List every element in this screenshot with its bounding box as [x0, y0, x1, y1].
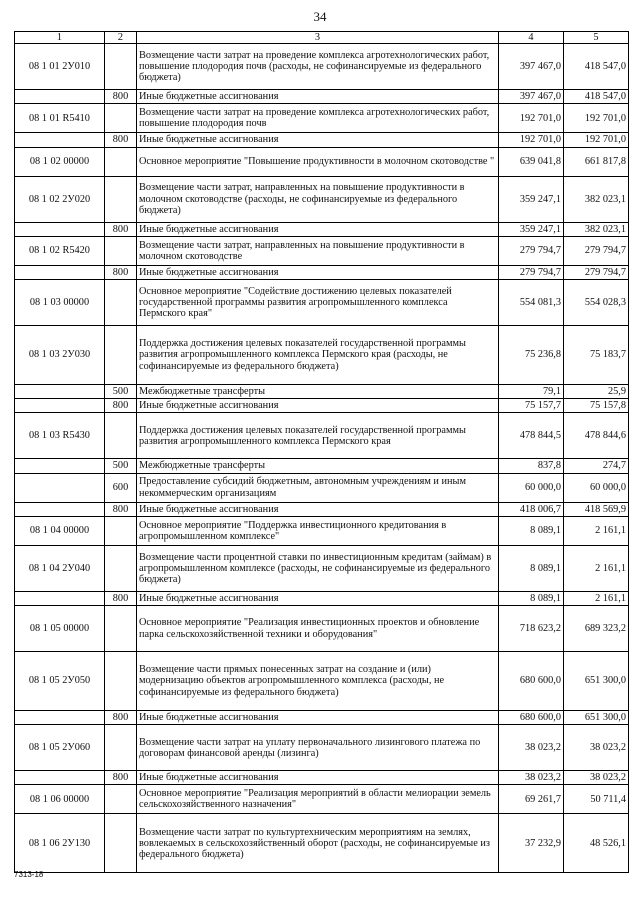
- row-value-col5: 48 526,1: [564, 814, 629, 873]
- row-expense-type: [105, 606, 137, 652]
- row-expense-type: 500: [105, 385, 137, 399]
- table-row: [15, 90, 629, 104]
- row-value-col5: 192 701,0: [564, 104, 629, 133]
- row-value-col5: 75 183,7: [564, 326, 629, 385]
- row-value-col4: 397 467,0: [499, 90, 564, 104]
- table-row: [15, 725, 629, 771]
- row-value-col5: 38 023,2: [564, 725, 629, 771]
- row-value-col5: 279 794,7: [564, 236, 629, 265]
- row-expense-type: [105, 785, 137, 814]
- table-row: [15, 502, 629, 516]
- row-description: Иные бюджетные ассигнования: [137, 399, 499, 413]
- column-header-2: 2: [105, 32, 137, 44]
- row-expense-type: 600: [105, 473, 137, 502]
- row-code: 08 1 04 00000: [15, 516, 105, 545]
- row-code: [15, 222, 105, 236]
- row-expense-type: [105, 236, 137, 265]
- row-value-col5: 50 711,4: [564, 785, 629, 814]
- row-description: Предоставление субсидий бюджетным, автономным учреждениям и иным некоммерческим организациям: [137, 473, 499, 502]
- row-code: 08 1 04 2У040: [15, 545, 105, 591]
- row-expense-type: 800: [105, 90, 137, 104]
- row-description: Иные бюджетные ассигнования: [137, 222, 499, 236]
- table-row: [15, 814, 629, 873]
- row-code: 08 1 03 2У030: [15, 326, 105, 385]
- row-code: 08 1 01 R5410: [15, 104, 105, 133]
- row-value-col4: 279 794,7: [499, 236, 564, 265]
- row-value-col4: 680 600,0: [499, 711, 564, 725]
- row-expense-type: 500: [105, 459, 137, 473]
- row-value-col4: 418 006,7: [499, 502, 564, 516]
- column-header-4: 4: [499, 32, 564, 44]
- row-code: [15, 771, 105, 785]
- row-description: Поддержка достижения целевых показателей государственной программы развития агропромышленного комплекса Пермского края: [137, 413, 499, 459]
- row-value-col4: 8 089,1: [499, 591, 564, 605]
- row-expense-type: 800: [105, 711, 137, 725]
- column-header-3: 3: [137, 32, 499, 44]
- table-row: [15, 104, 629, 133]
- row-description: Основное мероприятие "Повышение продуктивности в молочном скотоводстве ": [137, 147, 499, 176]
- row-description: Возмещение части затрат на проведение комплекса агротехнологических работ, повышение плодородия почв: [137, 104, 499, 133]
- row-value-col4: 279 794,7: [499, 265, 564, 279]
- row-expense-type: [105, 104, 137, 133]
- row-code: 08 1 05 00000: [15, 606, 105, 652]
- row-description: Иные бюджетные ассигнования: [137, 133, 499, 147]
- row-expense-type: [105, 545, 137, 591]
- budget-table: [14, 31, 629, 873]
- row-code: [15, 502, 105, 516]
- row-value-col5: 418 569,9: [564, 502, 629, 516]
- row-value-col4: 478 844,5: [499, 413, 564, 459]
- row-description: Возмещение части прямых понесенных затрат на создание и (или) модернизацию объектов агропромышленного комплекса (расходы, не софинансируемые из федерального бюджета): [137, 652, 499, 711]
- row-value-col4: 837,8: [499, 459, 564, 473]
- row-value-col5: 554 028,3: [564, 280, 629, 326]
- table-row: [15, 473, 629, 502]
- row-code: [15, 133, 105, 147]
- row-value-col5: 25,9: [564, 385, 629, 399]
- row-expense-type: [105, 280, 137, 326]
- row-value-col5: 279 794,7: [564, 265, 629, 279]
- table-row: [15, 326, 629, 385]
- row-value-col5: 382 023,1: [564, 222, 629, 236]
- row-description: Иные бюджетные ассигнования: [137, 502, 499, 516]
- row-expense-type: [105, 147, 137, 176]
- row-value-col4: 79,1: [499, 385, 564, 399]
- table-row: [15, 459, 629, 473]
- table-row: [15, 399, 629, 413]
- row-code: [15, 385, 105, 399]
- table-row: [15, 711, 629, 725]
- row-description: Возмещение части затрат, направленных на повышение продуктивности в молочном скотоводстве (расходы, не софинансируемые из федерального бюджета): [137, 176, 499, 222]
- row-value-col4: 639 041,8: [499, 147, 564, 176]
- table-row: [15, 652, 629, 711]
- table-row: [15, 236, 629, 265]
- row-value-col4: 718 623,2: [499, 606, 564, 652]
- column-header-5: 5: [564, 32, 629, 44]
- table-row: [15, 44, 629, 90]
- row-description: Основное мероприятие "Содействие достижению целевых показателей государственной программы развития агропромышленного комплекса Пермского края": [137, 280, 499, 326]
- row-expense-type: 800: [105, 502, 137, 516]
- row-description: Возмещение части затрат по культуртехническим мероприятиям на землях, вовлекаемых в сельскохозяйственный оборот (расходы, не софинансируемые из федерального бюджета): [137, 814, 499, 873]
- row-expense-type: [105, 326, 137, 385]
- row-expense-type: [105, 516, 137, 545]
- row-value-col4: 8 089,1: [499, 516, 564, 545]
- header-row: [15, 32, 629, 44]
- row-value-col5: 2 161,1: [564, 591, 629, 605]
- table-row: [15, 606, 629, 652]
- row-description: Межбюджетные трансферты: [137, 385, 499, 399]
- table-row: [15, 176, 629, 222]
- row-code: 08 1 01 2У010: [15, 44, 105, 90]
- row-description: Иные бюджетные ассигнования: [137, 265, 499, 279]
- row-description: Возмещение части затрат, направленных на повышение продуктивности в молочном скотоводстве: [137, 236, 499, 265]
- row-code: 08 1 02 R5420: [15, 236, 105, 265]
- row-code: [15, 459, 105, 473]
- row-code: 08 1 03 R5430: [15, 413, 105, 459]
- row-value-col4: 192 701,0: [499, 133, 564, 147]
- row-code: [15, 399, 105, 413]
- row-value-col4: 69 261,7: [499, 785, 564, 814]
- table-row: [15, 280, 629, 326]
- row-value-col5: 2 161,1: [564, 545, 629, 591]
- table-row: [15, 545, 629, 591]
- row-code: [15, 711, 105, 725]
- row-expense-type: 800: [105, 591, 137, 605]
- row-description: Основное мероприятие "Реализация мероприятий в области мелиорации земель сельскохозяйственного назначения": [137, 785, 499, 814]
- row-expense-type: [105, 413, 137, 459]
- row-value-col5: 38 023,2: [564, 771, 629, 785]
- page-number: 34: [313, 9, 327, 24]
- row-expense-type: 800: [105, 265, 137, 279]
- row-code: 08 1 02 2У020: [15, 176, 105, 222]
- table-row: [15, 265, 629, 279]
- row-description: Возмещение части процентной ставки по инвестиционным кредитам (займам) в агропромышленном комплексе (расходы, не софинансируемые из федерального бюджета): [137, 545, 499, 591]
- row-value-col5: 651 300,0: [564, 652, 629, 711]
- row-description: Межбюджетные трансферты: [137, 459, 499, 473]
- row-value-col4: 359 247,1: [499, 222, 564, 236]
- row-value-col4: 38 023,2: [499, 771, 564, 785]
- table-row: [15, 133, 629, 147]
- row-value-col5: 60 000,0: [564, 473, 629, 502]
- row-expense-type: 800: [105, 133, 137, 147]
- row-code: [15, 473, 105, 502]
- table-row: [15, 785, 629, 814]
- row-description: Основное мероприятие "Реализация инвестиционных проектов и обновление парка сельскохозяйственной техники и оборудования": [137, 606, 499, 652]
- row-value-col4: 75 236,8: [499, 326, 564, 385]
- row-expense-type: [105, 44, 137, 90]
- row-value-col4: 192 701,0: [499, 104, 564, 133]
- row-value-col5: 661 817,8: [564, 147, 629, 176]
- row-value-col4: 60 000,0: [499, 473, 564, 502]
- row-code: [15, 591, 105, 605]
- row-value-col5: 418 547,0: [564, 44, 629, 90]
- row-value-col5: 75 157,8: [564, 399, 629, 413]
- row-code: [15, 265, 105, 279]
- row-expense-type: [105, 725, 137, 771]
- row-expense-type: 800: [105, 399, 137, 413]
- row-value-col5: 418 547,0: [564, 90, 629, 104]
- row-value-col4: 75 157,7: [499, 399, 564, 413]
- row-value-col5: 382 023,1: [564, 176, 629, 222]
- row-value-col5: 192 701,0: [564, 133, 629, 147]
- row-expense-type: [105, 814, 137, 873]
- row-code: 08 1 02 00000: [15, 147, 105, 176]
- row-value-col4: 554 081,3: [499, 280, 564, 326]
- row-value-col5: 478 844,6: [564, 413, 629, 459]
- table-row: [15, 413, 629, 459]
- row-description: Иные бюджетные ассигнования: [137, 591, 499, 605]
- row-value-col4: 37 232,9: [499, 814, 564, 873]
- footer-code: 7313-18: [14, 870, 44, 879]
- row-description: Возмещение части затрат на уплату первоначального лизингового платежа по договорам финансовой аренды (лизинга): [137, 725, 499, 771]
- row-value-col4: 38 023,2: [499, 725, 564, 771]
- row-value-col5: 689 323,2: [564, 606, 629, 652]
- table-row: [15, 222, 629, 236]
- row-code: [15, 90, 105, 104]
- row-description: Иные бюджетные ассигнования: [137, 90, 499, 104]
- row-value-col5: 274,7: [564, 459, 629, 473]
- row-code: 08 1 06 2У130: [15, 814, 105, 873]
- table-row: [15, 591, 629, 605]
- row-code: 08 1 03 00000: [15, 280, 105, 326]
- row-value-col4: 397 467,0: [499, 44, 564, 90]
- row-description: Поддержка достижения целевых показателей государственной программы развития агропромышленного комплекса Пермского края (расходы, не софинансируемые из федерального бюджета): [137, 326, 499, 385]
- table-row: [15, 516, 629, 545]
- row-value-col4: 680 600,0: [499, 652, 564, 711]
- row-value-col4: 359 247,1: [499, 176, 564, 222]
- row-expense-type: 800: [105, 771, 137, 785]
- column-header-1: 1: [15, 32, 105, 44]
- table-row: [15, 147, 629, 176]
- row-code: 08 1 05 2У060: [15, 725, 105, 771]
- row-expense-type: 800: [105, 222, 137, 236]
- row-description: Основное мероприятие "Поддержка инвестиционного кредитования в агропромышленном комплексе": [137, 516, 499, 545]
- row-value-col4: 8 089,1: [499, 545, 564, 591]
- row-expense-type: [105, 652, 137, 711]
- table-row: [15, 385, 629, 399]
- row-description: Иные бюджетные ассигнования: [137, 771, 499, 785]
- row-value-col5: 2 161,1: [564, 516, 629, 545]
- row-description: Иные бюджетные ассигнования: [137, 711, 499, 725]
- table-body: [15, 44, 629, 873]
- row-description: Возмещение части затрат на проведение комплекса агротехнологических работ, повышение плодородия почв (расходы, не софинансируемые из федерального бюджета): [137, 44, 499, 90]
- row-code: 08 1 05 2У050: [15, 652, 105, 711]
- row-expense-type: [105, 176, 137, 222]
- row-code: 08 1 06 00000: [15, 785, 105, 814]
- row-value-col5: 651 300,0: [564, 711, 629, 725]
- table-row: [15, 771, 629, 785]
